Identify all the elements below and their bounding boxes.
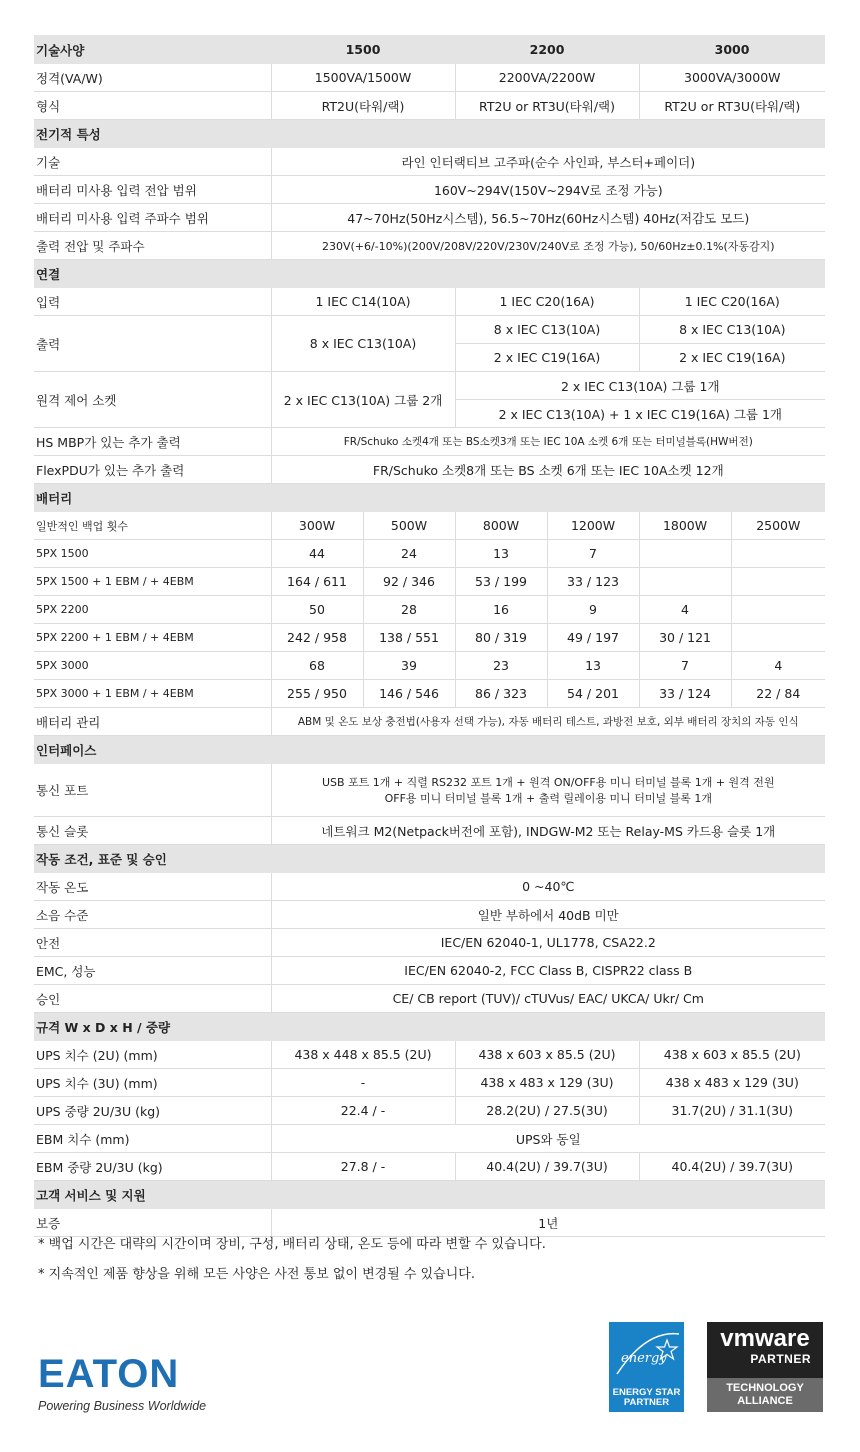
row-label: 소음 수준 — [34, 901, 271, 929]
backup-header-row — [34, 512, 825, 540]
cell — [271, 764, 825, 817]
cell: 4 — [639, 596, 731, 624]
cell — [731, 624, 825, 652]
cell: 2 x IEC C19(16A) — [639, 344, 825, 372]
cell: 9 — [547, 596, 639, 624]
tech-row — [34, 148, 825, 176]
footnote: * 백업 시간은 대략의 시간이며 장비, 구성, 배터리 상태, 온도 등에 따라 변할 수 있습니다. — [38, 1237, 546, 1252]
cell: 438 x 448 x 85.5 (2U) — [271, 1041, 455, 1069]
cell: 8 x IEC C13(10A) — [271, 316, 455, 372]
comport-row — [34, 764, 825, 817]
cell: 146 / 546 — [363, 680, 455, 708]
backup-row — [34, 624, 825, 652]
cell: 8 x IEC C13(10A) — [639, 316, 825, 344]
backup-row — [34, 540, 825, 568]
row-label: UPS 중량 2U/3U (kg) — [34, 1097, 271, 1125]
backup-row — [34, 680, 825, 708]
row-label: 일반적인 백업 횟수 — [34, 512, 271, 540]
eaton-wordmark: EATON — [38, 1352, 180, 1396]
row-label: EBM 치수 (mm) — [34, 1125, 271, 1153]
eaton-tagline: Powering Business Worldwide — [38, 1399, 207, 1413]
row-label: 보증 — [34, 1209, 271, 1237]
load-header: 300W — [271, 512, 363, 540]
cell: 일반 부하에서 40dB 미만 — [271, 901, 825, 929]
section-title: 배터리 — [34, 484, 825, 512]
cell: 49 / 197 — [547, 624, 639, 652]
cell: RT2U or RT3U(타워/랙) — [455, 92, 639, 120]
row-label: 5PX 1500 + 1 EBM / + 4EBM — [34, 568, 271, 596]
cell: 92 / 346 — [363, 568, 455, 596]
row-label: 배터리 미사용 입력 주파수 범위 — [34, 204, 271, 232]
vmware-partner: PARTNER — [750, 1352, 811, 1366]
section-row — [34, 1181, 825, 1209]
section-title: 고객 서비스 및 지원 — [34, 1181, 825, 1209]
cell: 22.4 / - — [271, 1097, 455, 1125]
cell: 7 — [639, 652, 731, 680]
cell: 138 / 551 — [363, 624, 455, 652]
cell: 68 — [271, 652, 363, 680]
cell: 7 — [547, 540, 639, 568]
frange-row — [34, 204, 825, 232]
dim2u-row — [34, 1041, 825, 1069]
cell — [639, 568, 731, 596]
section-row — [34, 120, 825, 148]
comport-line1: USB 포트 1개 + 직렬 RS232 포트 1개 + 원격 ON/OFF용 미니 터미널 블록 1개 + 원격 전원 — [321, 776, 775, 789]
section-row — [34, 736, 825, 764]
cell: 1500VA/1500W — [271, 64, 455, 92]
load-header: 2500W — [731, 512, 825, 540]
cell: 2 x IEC C13(10A) 그룹 1개 — [455, 372, 825, 400]
cell: 13 — [547, 652, 639, 680]
battmgmt-row — [34, 708, 825, 736]
cell: 255 / 950 — [271, 680, 363, 708]
safety-row — [34, 929, 825, 957]
cell: ABM 및 온도 보상 충전법(사용자 선택 가능), 자동 배터리 테스트, 과방전 보호, 외부 배터리 장치의 자동 인식 — [271, 708, 825, 736]
cell: 40.4(2U) / 39.7(3U) — [639, 1153, 825, 1181]
cell: 4 — [731, 652, 825, 680]
cell: 39 — [363, 652, 455, 680]
spec-header: 기술사양 — [34, 36, 271, 64]
section-row — [34, 484, 825, 512]
cell: 40.4(2U) / 39.7(3U) — [455, 1153, 639, 1181]
header-row — [34, 36, 825, 64]
vmware-top — [707, 1322, 823, 1378]
cell: 86 / 323 — [455, 680, 547, 708]
cell: RT2U or RT3U(타워/랙) — [639, 92, 825, 120]
upsw-row — [34, 1097, 825, 1125]
warranty-row — [34, 1209, 825, 1237]
cell: 2 x IEC C13(10A) + 1 x IEC C19(16A) 그룹 1개 — [455, 400, 825, 428]
vmware-logo — [707, 1322, 823, 1412]
eaton-logo — [38, 1352, 207, 1413]
emc-row — [34, 957, 825, 985]
cell: IEC/EN 62040-1, UL1778, CSA22.2 — [271, 929, 825, 957]
row-label: 출력 전압 및 주파수 — [34, 232, 271, 260]
optemp-row — [34, 873, 825, 901]
cell: 16 — [455, 596, 547, 624]
cell: FR/Schuko 소켓4개 또는 BS소켓3개 또는 IEC 10A 소켓 6개 또는 터미널블록(HW버전) — [271, 428, 825, 456]
vmware-wordmark: vmware — [720, 1325, 810, 1352]
spec-table — [34, 35, 825, 1237]
cell: 2 x IEC C13(10A) 그룹 2개 — [271, 372, 455, 428]
vmware-alliance: TECHNOLOGY ALLIANCE — [707, 1378, 823, 1412]
comport-line2: OFF용 미니 터미널 블록 1개 + 출력 릴레이용 미니 터미널 블록 1개 — [384, 792, 712, 805]
cell: 164 / 611 — [271, 568, 363, 596]
row-label: 정격(VA/W) — [34, 64, 271, 92]
hsmbp-row — [34, 428, 825, 456]
section-title: 작동 조건, 표준 및 승인 — [34, 845, 825, 873]
footnotes — [38, 1235, 546, 1295]
section-title: 규격 W x D x H / 중량 — [34, 1013, 825, 1041]
cell — [731, 568, 825, 596]
cell: 23 — [455, 652, 547, 680]
section-row — [34, 845, 825, 873]
row-label: 5PX 2200 + 1 EBM / + 4EBM — [34, 624, 271, 652]
model-3000: 3000 — [639, 36, 825, 64]
load-header: 500W — [363, 512, 455, 540]
row-label: 기술 — [34, 148, 271, 176]
remote-row — [34, 372, 825, 400]
section-title: 인터페이스 — [34, 736, 825, 764]
cell: 2200VA/2200W — [455, 64, 639, 92]
cell: 라인 인터랙티브 고주파(순수 사인파, 부스터+페이더) — [271, 148, 825, 176]
row-label: 원격 제어 소켓 — [34, 372, 271, 428]
output-row — [34, 316, 825, 344]
cell: 44 — [271, 540, 363, 568]
row-label: 배터리 미사용 입력 전압 범위 — [34, 176, 271, 204]
row-label: 5PX 1500 — [34, 540, 271, 568]
cell: 3000VA/3000W — [639, 64, 825, 92]
cell: 13 — [455, 540, 547, 568]
cell: RT2U(타워/랙) — [271, 92, 455, 120]
cell: 54 / 201 — [547, 680, 639, 708]
row-label: 입력 — [34, 288, 271, 316]
approval-row — [34, 985, 825, 1013]
cell — [731, 540, 825, 568]
cell: 28 — [363, 596, 455, 624]
row-label: EBM 중량 2U/3U (kg) — [34, 1153, 271, 1181]
dim3u-row — [34, 1069, 825, 1097]
cell — [731, 596, 825, 624]
row-label: 통신 슬롯 — [34, 817, 271, 845]
vrange-row — [34, 176, 825, 204]
row-label: 형식 — [34, 92, 271, 120]
cell: 242 / 958 — [271, 624, 363, 652]
cell: 24 — [363, 540, 455, 568]
cell: 230V(+6/-10%)(200V/208V/220V/230V/240V로 조정 가능), 50/60Hz±0.1%(자동감지) — [271, 232, 825, 260]
row-label: HS MBP가 있는 추가 출력 — [34, 428, 271, 456]
row-label: 5PX 2200 — [34, 596, 271, 624]
footnote: * 지속적인 제품 향상을 위해 모든 사양은 사전 통보 없이 변경될 수 있습니다. — [38, 1267, 475, 1282]
cell: 438 x 483 x 129 (3U) — [455, 1069, 639, 1097]
load-header: 1200W — [547, 512, 639, 540]
cell: 1 IEC C14(10A) — [271, 288, 455, 316]
energy-star-label: ENERGY STAR PARTNER — [612, 1387, 681, 1408]
cell: 80 / 319 — [455, 624, 547, 652]
cell — [639, 540, 731, 568]
ebmdim-row — [34, 1125, 825, 1153]
row-label: 승인 — [34, 985, 271, 1013]
input-row — [34, 288, 825, 316]
section-title: 연결 — [34, 260, 825, 288]
cell: IEC/EN 62040-2, FCC Class B, CISPR22 class B — [271, 957, 825, 985]
cell: 50 — [271, 596, 363, 624]
cell: 31.7(2U) / 31.1(3U) — [639, 1097, 825, 1125]
cell: 1년 — [271, 1209, 825, 1237]
energy-star-icon — [609, 1322, 684, 1382]
cell: 1 IEC C20(16A) — [455, 288, 639, 316]
section-row — [34, 260, 825, 288]
rating-row — [34, 64, 825, 92]
row-label: UPS 치수 (3U) (mm) — [34, 1069, 271, 1097]
cell: 47~70Hz(50Hz시스템), 56.5~70Hz(60Hz시스템) 40Hz(저감도 모드) — [271, 204, 825, 232]
cell: 22 / 84 — [731, 680, 825, 708]
cell: 30 / 121 — [639, 624, 731, 652]
row-label: 통신 포트 — [34, 764, 271, 817]
cell: 네트워크 M2(Netpack버전에 포함), INDGW-M2 또는 Relay-MS 카드용 슬롯 1개 — [271, 817, 825, 845]
slot-row — [34, 817, 825, 845]
backup-row — [34, 652, 825, 680]
model-2200: 2200 — [455, 36, 639, 64]
cell: 33 / 124 — [639, 680, 731, 708]
cell: 28.2(2U) / 27.5(3U) — [455, 1097, 639, 1125]
form-row — [34, 92, 825, 120]
load-header: 1800W — [639, 512, 731, 540]
row-label: 5PX 3000 + 1 EBM / + 4EBM — [34, 680, 271, 708]
cell: 160V~294V(150V~294V로 조정 가능) — [271, 176, 825, 204]
cell: 1 IEC C20(16A) — [639, 288, 825, 316]
row-label: 출력 — [34, 316, 271, 372]
row-label: 배터리 관리 — [34, 708, 271, 736]
cell: FR/Schuko 소켓8개 또는 BS 소켓 6개 또는 IEC 10A소켓 12개 — [271, 456, 825, 484]
row-label: 작동 온도 — [34, 873, 271, 901]
row-label: EMC, 성능 — [34, 957, 271, 985]
cell: 8 x IEC C13(10A) — [455, 316, 639, 344]
cell: 33 / 123 — [547, 568, 639, 596]
row-label: 안전 — [34, 929, 271, 957]
cell: 27.8 / - — [271, 1153, 455, 1181]
energy-script: energy — [621, 1351, 667, 1366]
section-title: 전기적 특성 — [34, 120, 825, 148]
cell: 0 ~40℃ — [271, 873, 825, 901]
backup-row — [34, 568, 825, 596]
section-row — [34, 1013, 825, 1041]
cell: 2 x IEC C19(16A) — [455, 344, 639, 372]
noise-row — [34, 901, 825, 929]
outv-row — [34, 232, 825, 260]
cell: 438 x 483 x 129 (3U) — [639, 1069, 825, 1097]
cell: - — [271, 1069, 455, 1097]
row-label: 5PX 3000 — [34, 652, 271, 680]
ebmw-row — [34, 1153, 825, 1181]
flexpdu-row — [34, 456, 825, 484]
cell: UPS와 동일 — [271, 1125, 825, 1153]
cell: 53 / 199 — [455, 568, 547, 596]
load-header: 800W — [455, 512, 547, 540]
cell: CE/ CB report (TUV)/ cTUVus/ EAC/ UKCA/ Ukr/ Cm — [271, 985, 825, 1013]
backup-row — [34, 596, 825, 624]
row-label: UPS 치수 (2U) (mm) — [34, 1041, 271, 1069]
cell: 438 x 603 x 85.5 (2U) — [639, 1041, 825, 1069]
energy-star-logo — [609, 1322, 684, 1412]
row-label: FlexPDU가 있는 추가 출력 — [34, 456, 271, 484]
model-1500: 1500 — [271, 36, 455, 64]
cell: 438 x 603 x 85.5 (2U) — [455, 1041, 639, 1069]
